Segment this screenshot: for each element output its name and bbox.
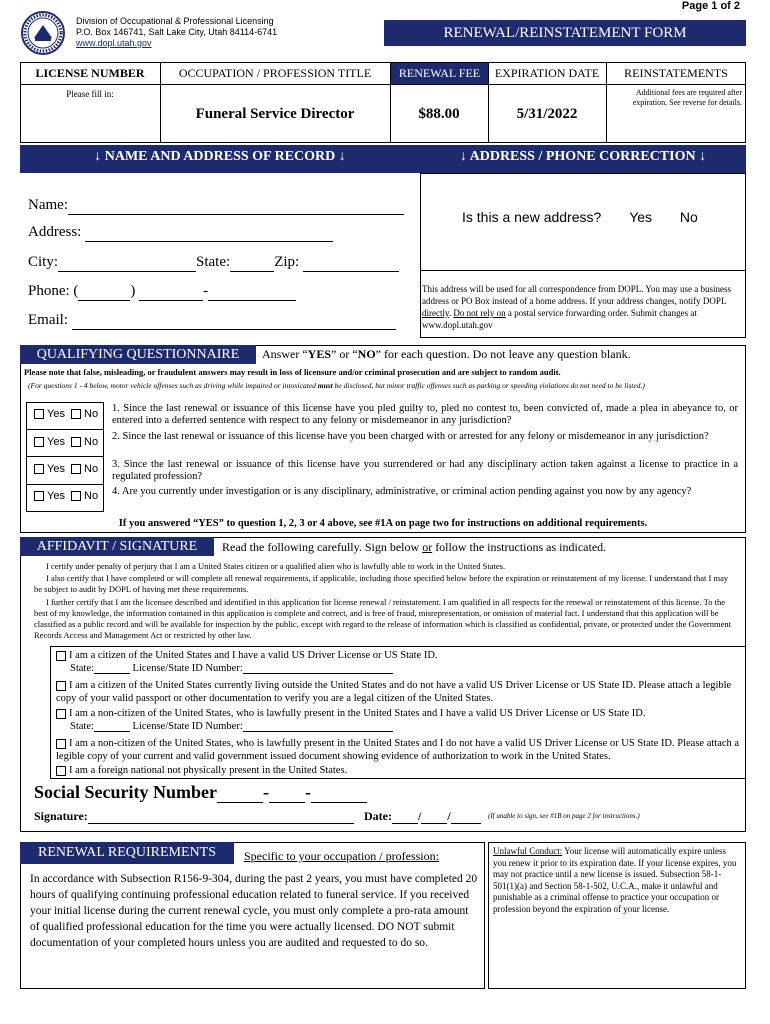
renewal-requirements-title: RENEWAL REQUIREMENTS xyxy=(20,842,234,864)
affidavit-paragraph-2: I also certify that I have completed or will complete all renewal requirements, if applicable, including those specified below before the expiration or reinstatement of my license. I understand that I may be subject to audit by DOPL of having met these requirements. xyxy=(34,573,729,594)
question-2-yes-checkbox[interactable] xyxy=(34,437,44,447)
agency-address: P.O. Box 146741, Salt Lake City, Utah 84114-6741 xyxy=(76,27,278,37)
question-4-answer[interactable]: Yes No xyxy=(34,490,98,502)
citizenship-option-4[interactable]: I am a non-citizen of the United States, who is lawfully present in the United States and I do not have a valid US Driver License or US State ID. Please attach a legible copy of your current and valid government issued document showing evidence of authorization to work in the United States. xyxy=(56,738,740,762)
reinstatement-note: Additional fees are required after expiration. See reverse for details. xyxy=(632,88,742,107)
affidavit-paragraph-3: I further certify that I am the licensee described and identified in this application for license renewal / reinstatement. I am qualified in all respects for the renewal or reinstatement of this license. To the best of my knowledge, the information contained in this application is complete and correct, and is free of fraud, misrepresentation, or omission of material fact. I understand that this application will be classified as a public record and will be available for inspection by the public, except with regard to the release of information which is classified as confidential, private, or protected under the Government Records Access and Management Act or restricted by other law. xyxy=(34,597,731,640)
header-expiration: EXPIRATION DATE xyxy=(494,66,600,80)
form-title: RENEWAL/REINSTATEMENT FORM xyxy=(384,20,746,46)
address-field[interactable] xyxy=(85,241,333,242)
license-number-field[interactable] xyxy=(21,85,159,142)
option-1-state-field[interactable] xyxy=(94,673,130,674)
name-label: Name: xyxy=(28,197,68,213)
date-label: Date: xyxy=(364,809,392,823)
phone-area-code-field[interactable] xyxy=(78,300,130,301)
questionnaire-title: QUALIFYING QUESTIONNAIRE xyxy=(20,345,256,364)
affidavit-instruction: Read the following carefully. Sign below or follow the instructions as indicated. xyxy=(222,540,607,554)
agency-website-link[interactable]: www.dopl.utah.gov xyxy=(76,38,152,48)
agency-name: Division of Occupational & Professional Licensing xyxy=(76,16,274,26)
header-occupation: OCCUPATION / PROFESSION TITLE xyxy=(178,66,372,80)
city-label: City: xyxy=(28,254,59,270)
questionnaire-note: (For questions 1 - 4 below, motor vehicle offenses such as driving while impaired or intoxicated must be disclosed, but minor traffic offenses such as parking or speeding violations do not need to be listed.) xyxy=(28,381,645,390)
phone-label: Phone: ( xyxy=(28,283,79,299)
renewal-requirements-text: In accordance with Subsection R156-9-304, during the past 2 years, you must have completed 20 hours of qualifying continuing professional education related to funeral service. If you received your initial license during the current renewal cycle, you must only complete a pro-rata amount of qualified professional education for the time you were actually licensed. DO NOT submit documentation of your completed hours unless you are audited and requested to do so. xyxy=(30,873,478,949)
question-1-answer[interactable]: Yes No xyxy=(34,408,98,420)
option-2-checkbox[interactable] xyxy=(56,681,66,691)
citizenship-option-2[interactable]: I am a citizen of the United States currently living outside the United States and do not have a valid US Driver License or US State ID. Please attach a legible copy of your valid passport or other documentation to verify you are a legal citizen of the United States. xyxy=(56,680,732,704)
question-1-text: 1. Since the last renewal or issuance of this license have you pled guilty to, pled no contest to, been convicted of, made a plea in abeyance to, or entered into a deferred sentence with respect to any felony or misdemeanor in any jurisdiction? xyxy=(112,403,738,426)
option-1-id-field[interactable] xyxy=(243,673,393,674)
phone-line-field[interactable] xyxy=(208,300,296,301)
question-4-yes-checkbox[interactable] xyxy=(34,491,44,501)
address-label: Address: xyxy=(28,224,82,240)
citizenship-option-5[interactable]: I am a foreign national not physically present in the United States. xyxy=(56,765,742,777)
state-label: State: xyxy=(196,254,231,270)
ssn-part-2-field[interactable] xyxy=(269,802,305,803)
date-month-field[interactable] xyxy=(392,823,418,824)
expiration-date-value: 5/31/2022 xyxy=(516,106,578,122)
page-number: Page 1 of 2 xyxy=(681,0,740,12)
zip-field[interactable] xyxy=(303,271,399,272)
date-day-field[interactable] xyxy=(421,823,447,824)
citizenship-option-1[interactable]: I am a citizen of the United States and I have a valid US Driver License or US State ID. xyxy=(56,650,742,662)
citizenship-option-3[interactable]: I am a non-citizen of the United States, who is lawfully present in the United States and I have a valid US Driver License or US State ID. xyxy=(56,708,742,720)
question-3-yes-checkbox[interactable] xyxy=(34,464,44,474)
signature-field[interactable] xyxy=(88,823,354,824)
fill-in-label: Please fill in: xyxy=(66,89,114,99)
option-4-checkbox[interactable] xyxy=(56,739,66,749)
header-renewal-fee: RENEWAL FEE xyxy=(391,63,488,84)
question-2-no-checkbox[interactable] xyxy=(71,437,81,447)
new-address-no-option[interactable]: No xyxy=(679,209,698,225)
record-bar-right: ↓ ADDRESS / PHONE CORRECTION ↓ xyxy=(459,149,707,164)
question-3-no-checkbox[interactable] xyxy=(71,464,81,474)
questionnaire-footer: If you answered “YES” to question 1, 2, 3 or 4 above, see #1A on page two for instructions on additional requirements. xyxy=(118,518,648,529)
email-label: Email: xyxy=(28,312,68,328)
question-1-yes-checkbox[interactable] xyxy=(34,409,44,419)
ssn-part-3-field[interactable] xyxy=(311,802,367,803)
option-5-checkbox[interactable] xyxy=(56,766,66,776)
option-3-checkbox[interactable] xyxy=(56,709,66,719)
questionnaire-warning: Please note that false, misleading, or fraudulent answers may result in loss of licensure and/or criminal prosecution and are subject to random audit. xyxy=(24,367,561,377)
ssn-label: Social Security Number xyxy=(34,782,217,802)
question-4-text: 4. Are you currently under investigation or is any disciplinary, administrative, or criminal action pending against you now by any agency? xyxy=(112,486,692,497)
utah-state-seal xyxy=(20,10,66,56)
signature-label: Signature: xyxy=(34,809,88,823)
option-1-checkbox[interactable] xyxy=(56,651,66,661)
renewal-fee-value: $88.00 xyxy=(418,106,460,122)
question-3-answer[interactable]: Yes No xyxy=(34,463,98,475)
occupation-value: Funeral Service Director xyxy=(195,106,355,122)
date-year-field[interactable] xyxy=(451,823,481,824)
zip-label: Zip: xyxy=(274,254,300,270)
ssn-part-1-field[interactable] xyxy=(217,802,263,803)
option-1-id-label: License/State ID Number: xyxy=(132,663,243,674)
header-reinstatements: REINSTATEMENTS xyxy=(624,66,728,80)
question-3-text: 3. Since the last renewal or issuance of this license have you surrendered or had any disciplinary action taken against a license to practice in a regulated profession? xyxy=(112,459,738,482)
phone-dash: - xyxy=(203,283,209,299)
new-address-question: Is this a new address? xyxy=(462,209,602,225)
affidavit-paragraph-1: I certify under penalty of perjury that I am a United States citizen or a qualified alien who is lawfully able to work in the United States. xyxy=(46,561,506,571)
renewal-requirements-subtitle: Specific to your occupation / profession: xyxy=(244,849,439,863)
phone-close-paren: ) xyxy=(130,283,136,299)
option-3-id-label: License/State ID Number: xyxy=(132,721,243,732)
question-1-no-checkbox[interactable] xyxy=(71,409,81,419)
new-address-yes-option[interactable]: Yes xyxy=(629,209,653,225)
option-3-state-field[interactable] xyxy=(94,731,130,732)
affidavit-title: AFFIDAVIT / SIGNATURE xyxy=(20,537,214,556)
question-4-no-checkbox[interactable] xyxy=(71,491,81,501)
record-bar-left: ↓ NAME AND ADDRESS OF RECORD ↓ xyxy=(94,149,346,164)
correction-note: This address will be used for all correspondence from DOPL. You may use a business address or PO Box instead of a home address. If your address changes, notify DOPL directly. Do not rely on a postal service forwarding order. Submit changes at www.dopl.utah.gov xyxy=(422,284,731,330)
questionnaire-instruction: Answer “YES” or “NO” for each question. Do not leave any question blank. xyxy=(262,347,631,361)
option-3-state-label: State: xyxy=(70,721,94,732)
unlawful-conduct-text: Unlawful Conduct: Your license will automatically expire unless you renew it prior to its expiration date. If your license expires, you may not practice until a new license is issued. Subsection 58-1-501(1)(a) and Section 58-1-502, U.C.A., make it unlawful and punishable as a criminal offense to practice your occupation or profession beyond the expiration of your license. xyxy=(493,846,737,914)
unable-to-sign-note: (If unable to sign, see #1B on page 2 for instructions.) xyxy=(488,812,640,820)
state-field[interactable] xyxy=(230,271,274,272)
option-1-state-label: State: xyxy=(70,663,94,674)
name-field[interactable] xyxy=(68,214,404,215)
option-3-id-field[interactable] xyxy=(243,731,393,732)
header-license-number: LICENSE NUMBER xyxy=(35,66,145,80)
city-field[interactable] xyxy=(58,271,196,272)
question-2-answer[interactable]: Yes No xyxy=(34,436,98,448)
phone-prefix-field[interactable] xyxy=(139,300,203,301)
question-2-text: 2. Since the last renewal or issuance of this license have you been charged with or arrested for any felony or misdemeanor in any jurisdiction? xyxy=(112,431,709,442)
email-field[interactable] xyxy=(72,329,396,330)
